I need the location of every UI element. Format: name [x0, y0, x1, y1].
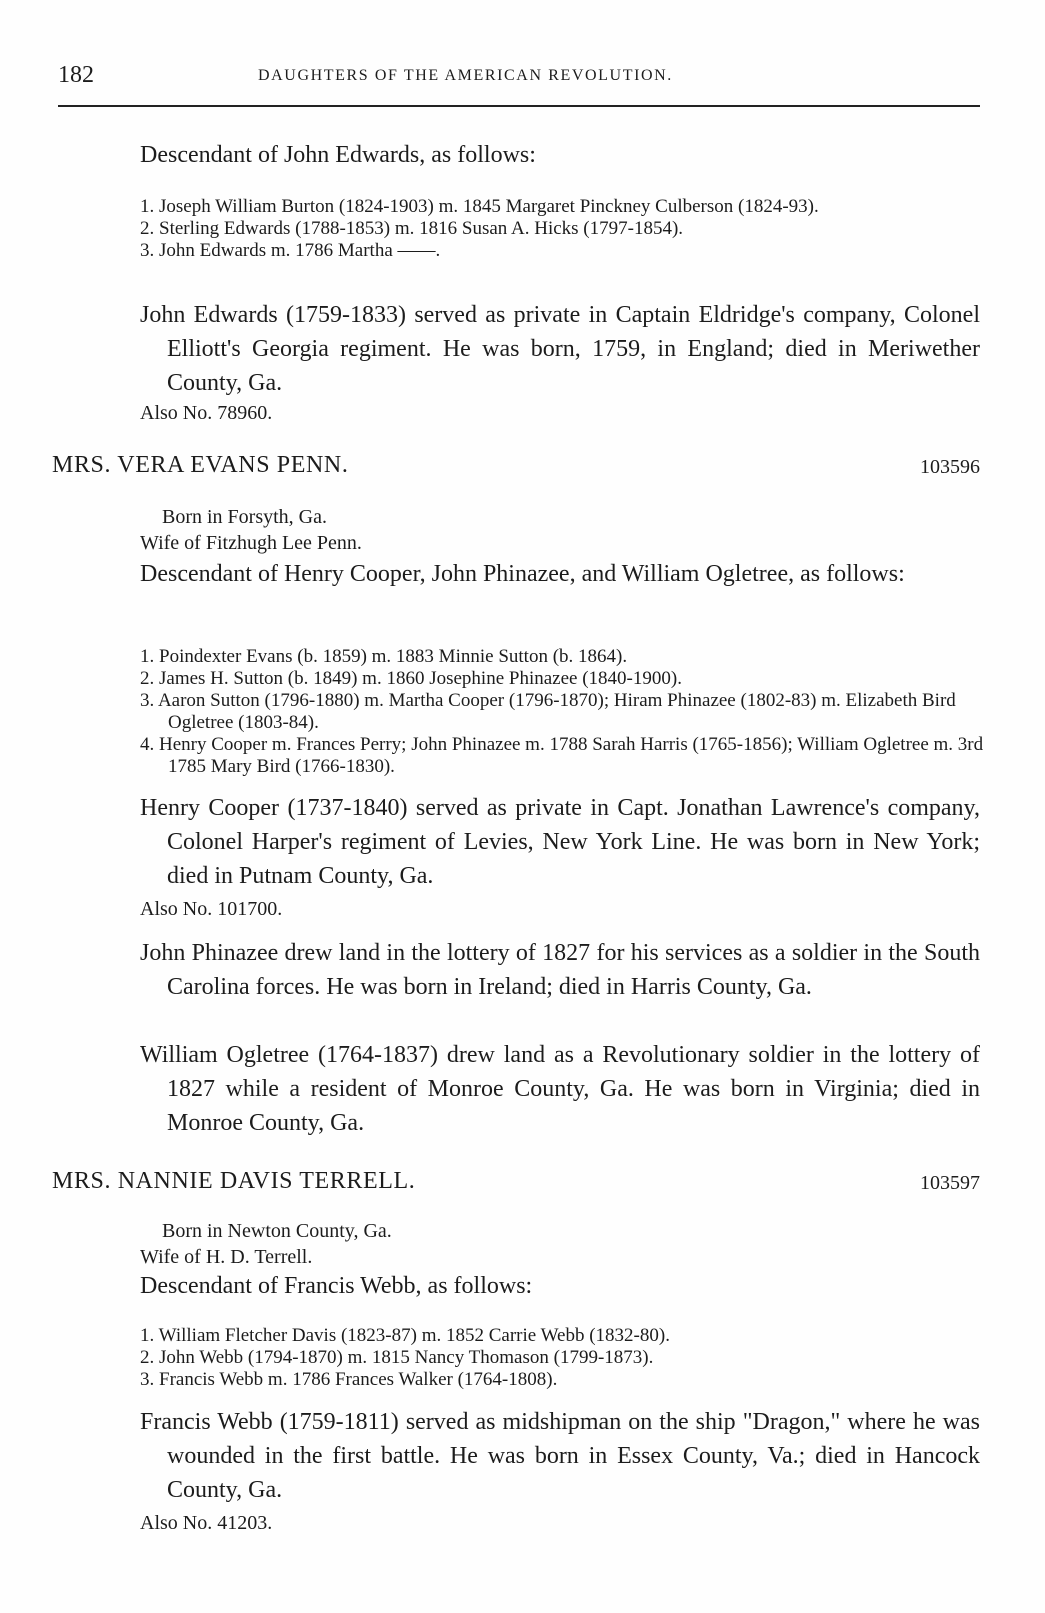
descent-line: Descendant of John Edwards, as follows:: [140, 142, 536, 168]
lineage-item: 4. Henry Cooper m. Frances Perry; John Phinazee m. 1788 Sarah Harris (1765-1856); William Ogletree m. 3rd 1785 Mary Bird (1766-1830).: [140, 734, 984, 777]
lineage-item: 1. Poindexter Evans (b. 1859) m. 1883 Minnie Sutton (b. 1864).: [140, 646, 628, 667]
service-text: Henry Cooper (1737-1840) served as private in Capt. Jonathan Lawrence's company, Colonel Harper's regiment of Levies, New York Line. He was born in New York; died in Putnam County, Ga.: [140, 795, 980, 889]
lineage-item: 1. William Fletcher Davis (1823-87) m. 1852 Carrie Webb (1832-80).: [140, 1325, 670, 1346]
lineage-item: 3. Francis Webb m. 1786 Frances Walker (1764-1808).: [140, 1369, 558, 1390]
entry-number: 103596: [920, 456, 980, 478]
service-paragraph: [140, 1405, 980, 1507]
wife-of: Wife of Fitzhugh Lee Penn.: [140, 532, 362, 554]
also-number: Also No. 78960.: [140, 402, 273, 424]
service-text: Francis Webb (1759-1811) served as midshipman on the ship "Dragon," where he was wounded in the first battle. He was born in Essex County, Va.; died in Hancock County, Ga.: [140, 1409, 980, 1503]
lineage-item: 1. Joseph William Burton (1824-1903) m. 1845 Margaret Pinckney Culberson (1824-93).: [140, 196, 819, 217]
also-number: Also No. 41203.: [140, 1512, 273, 1534]
page-number: 182: [58, 62, 94, 88]
lineage-item: 2. John Webb (1794-1870) m. 1815 Nancy Thomason (1799-1873).: [140, 1347, 654, 1368]
running-head: [58, 62, 978, 92]
descent-line: Descendant of Francis Webb, as follows:: [140, 1273, 533, 1299]
running-title: DAUGHTERS OF THE AMERICAN REVOLUTION.: [258, 67, 673, 84]
service-text: John Edwards (1759-1833) served as private in Captain Eldridge's company, Colonel Elliott's Georgia regiment. He was born, 1759, in England; died in Meriwether County, Ga.: [140, 302, 980, 396]
header-rule: [58, 105, 980, 107]
service-text: William Ogletree (1764-1837) drew land as a Revolutionary soldier in the lottery of 1827 while a resident of Monroe County, Ga. He was born in Virginia; died in Monroe County, Ga.: [140, 1042, 980, 1136]
descent-line: Descendant of Henry Cooper, John Phinazee, and William Ogletree, as follows:: [140, 561, 905, 587]
descent-paragraph: [140, 557, 980, 591]
service-paragraph: [140, 791, 980, 893]
lineage-item: 2. James H. Sutton (b. 1849) m. 1860 Josephine Phinazee (1840-1900).: [140, 668, 682, 689]
lineage-list: [140, 196, 985, 262]
service-paragraph: [140, 1038, 980, 1140]
entry-number: 103597: [920, 1172, 980, 1194]
lineage-list: [140, 1325, 985, 1391]
birthplace: Born in Forsyth, Ga.: [162, 506, 327, 528]
entry-name: MRS. NANNIE DAVIS TERRELL.: [52, 1168, 416, 1194]
service-text: John Phinazee drew land in the lottery of 1827 for his services as a soldier in the South Carolina forces. He was born in Ireland; died in Harris County, Ga.: [140, 940, 980, 1000]
service-paragraph: [140, 298, 980, 400]
lineage-list: [140, 646, 985, 778]
wife-of: Wife of H. D. Terrell.: [140, 1246, 313, 1268]
lineage-item: 3. Aaron Sutton (1796-1880) m. Martha Cooper (1796-1870); Hiram Phinazee (1802-83) m. Elizabeth Bird Ogletree (1803-84).: [140, 690, 956, 733]
lineage-item: 3. John Edwards m. 1786 Martha ——.: [140, 240, 441, 261]
birthplace: Born in Newton County, Ga.: [162, 1220, 392, 1242]
service-paragraph: [140, 936, 980, 1004]
lineage-item: 2. Sterling Edwards (1788-1853) m. 1816 Susan A. Hicks (1797-1854).: [140, 218, 684, 239]
entry-name: MRS. VERA EVANS PENN.: [52, 452, 349, 478]
also-number: Also No. 101700.: [140, 898, 283, 920]
